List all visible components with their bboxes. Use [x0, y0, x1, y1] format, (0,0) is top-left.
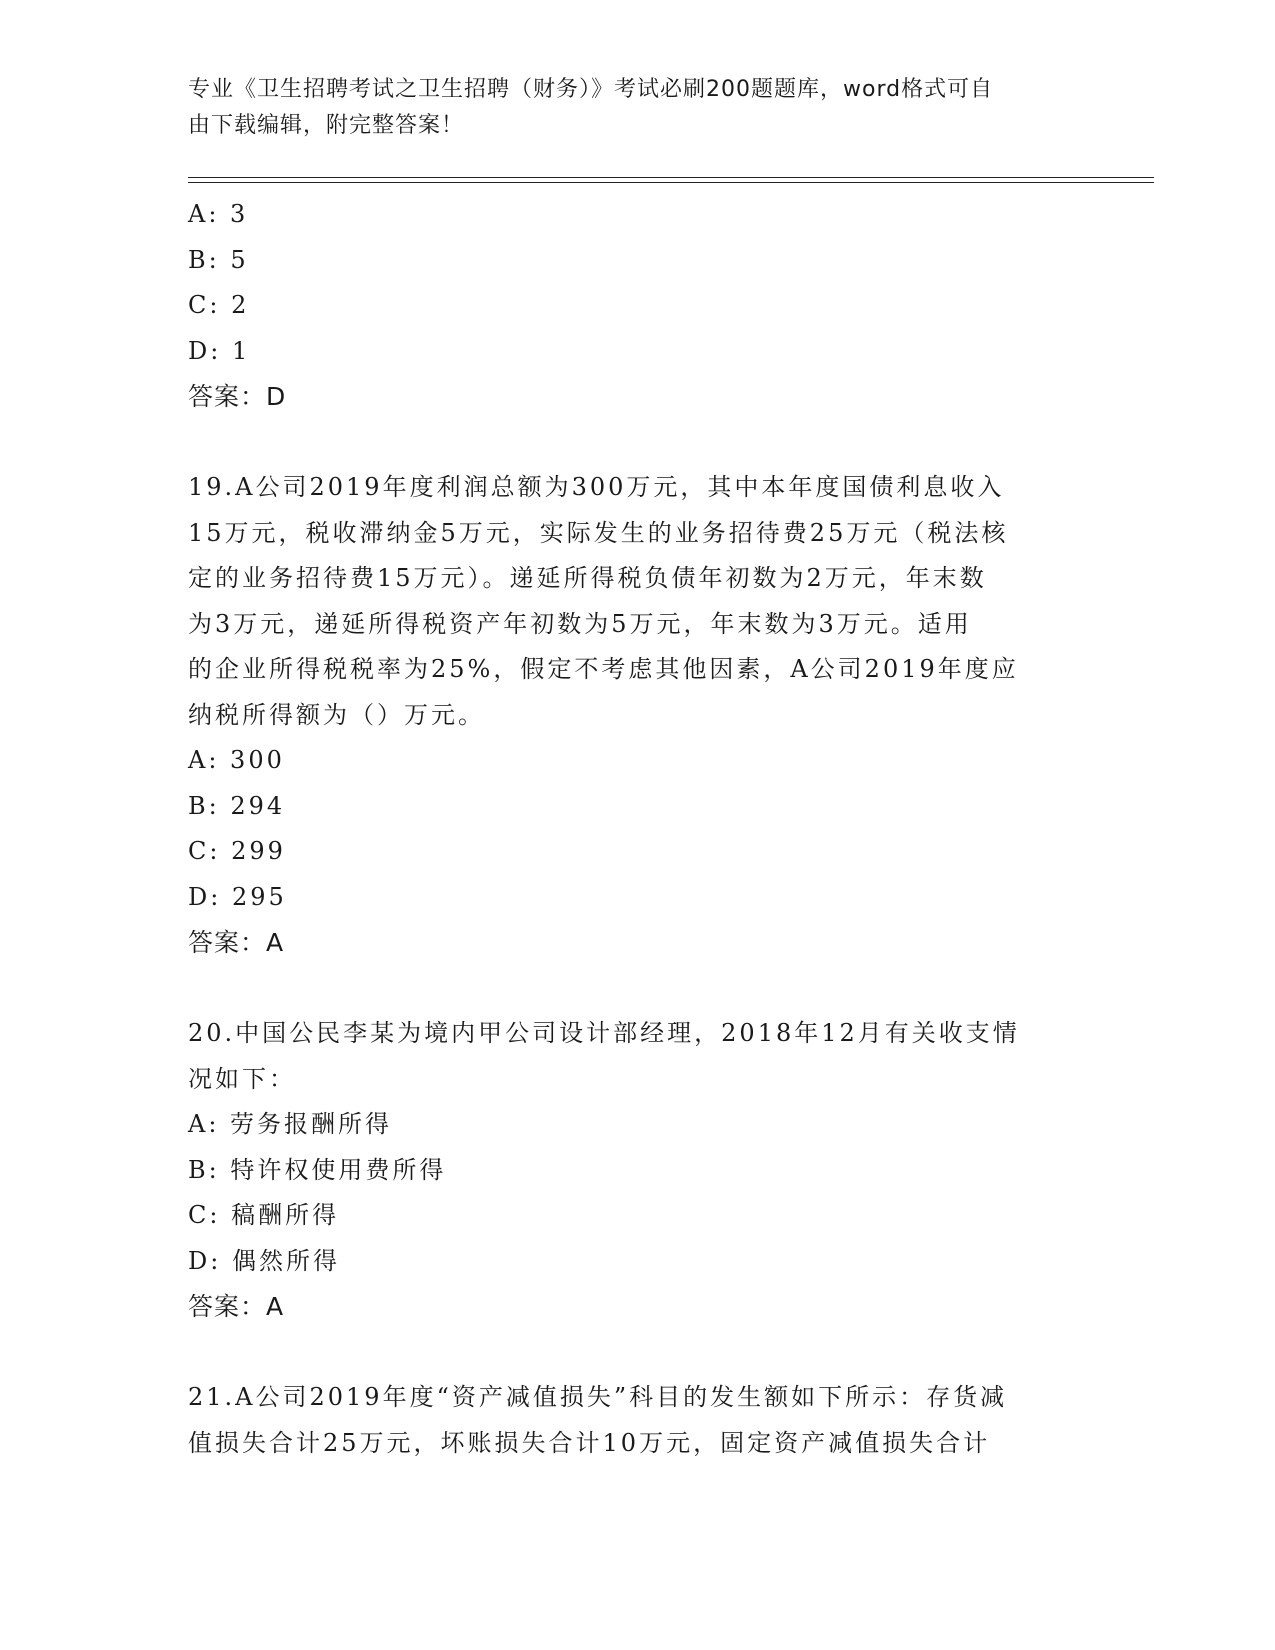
- question-text-line: 21.A公司2019年度“资产减值损失”科目的发生额如下所示：存货减: [188, 1383, 1008, 1411]
- option-d: D: 偶然所得: [188, 1246, 340, 1275]
- question-text-line: 20.中国公民李某为境内甲公司设计部经理，2018年12月有关收支情: [188, 1019, 1020, 1047]
- question-text-line: 19.A公司2019年度利润总额为300万元，其中本年度国债利息收入: [188, 473, 1005, 501]
- answer-label: 答案：D: [188, 382, 287, 411]
- question-text-line: 为3万元，递延所得税资产年初数为5万元，年末数为3万元。适用: [188, 609, 972, 638]
- header-line-2: 由下载编辑，附完整答案！: [188, 113, 465, 138]
- question-text-line: 的企业所得税税率为25%，假定不考虑其他因素，A公司2019年度应: [188, 655, 1019, 683]
- option-a: A: 3: [188, 200, 249, 228]
- option-b: B: 5: [188, 245, 249, 274]
- spacer: [188, 966, 1088, 1012]
- header-line-1: 专业《卫生招聘考试之卫生招聘（财务）》考试必刷200题题库，word格式可自: [188, 77, 994, 102]
- answer-label: 答案：A: [188, 928, 285, 957]
- option-b: B: 294: [188, 791, 286, 820]
- question-19: [188, 465, 1088, 966]
- spacer: [188, 420, 1088, 466]
- header-divider-bottom: [188, 182, 1154, 183]
- question-21: [188, 1375, 1088, 1466]
- option-a: A: 300: [188, 746, 285, 774]
- question-20: [188, 1011, 1088, 1330]
- document-body: [188, 192, 1088, 1466]
- answer-label: 答案：A: [188, 1292, 285, 1321]
- question-text-line: 值损失合计25万元，坏账损失合计10万元，固定资产减值损失合计: [188, 1428, 991, 1457]
- option-b: B: 特许权使用费所得: [188, 1155, 447, 1184]
- option-c: C: 2: [188, 291, 250, 319]
- question-text-line: 况如下：: [188, 1064, 296, 1093]
- document-header: [188, 72, 1068, 144]
- option-d: D: 1: [188, 336, 251, 365]
- option-c: C: 稿酬所得: [188, 1201, 340, 1229]
- question-text-line: 15万元，税收滞纳金5万元，实际发生的业务招待费25万元（税法核: [188, 518, 1009, 547]
- option-d: D: 295: [188, 882, 287, 911]
- option-c: C: 299: [188, 837, 286, 865]
- question-text-line: 定的业务招待费15万元）。递延所得税负债年初数为2万元，年末数: [188, 564, 987, 592]
- option-a: A: 劳务报酬所得: [188, 1110, 393, 1138]
- question-text-line: 纳税所得额为（）万元。: [188, 700, 485, 729]
- question-18-tail: [188, 192, 1088, 420]
- header-divider-top: [188, 177, 1154, 178]
- spacer: [188, 1330, 1088, 1376]
